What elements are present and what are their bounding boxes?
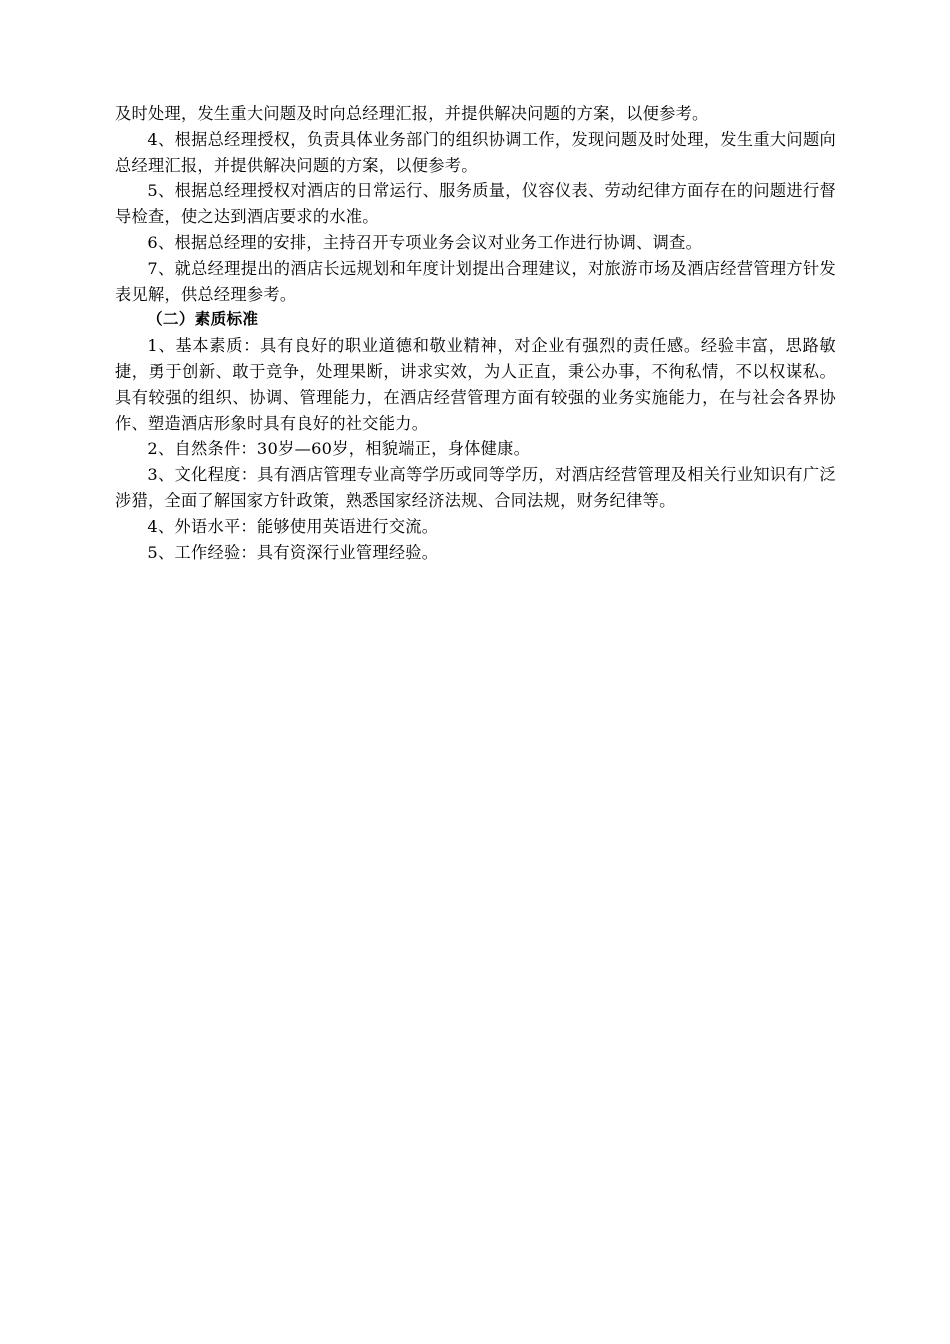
- quality-item-3: 3、文化程度：具有酒店管理专业高等学历或同等学历，对酒店经营管理及相关行业知识有广泛涉猎，全面了解国家方针政策，熟悉国家经济法规、合同法规，财务纪律等。: [115, 465, 836, 510]
- quality-item-2: 2、自然条件：30岁—60岁，相貌端正，身体健康。: [147, 439, 531, 459]
- paragraph-item-7: 7、就总经理提出的酒店长远规划和年度计划提出合理建议，对旅游市场及酒店经营管理方针发表见解，供总经理参考。: [115, 258, 836, 304]
- section-heading: （二）素质标准: [147, 310, 259, 329]
- paragraph-continuation: 及时处理，发生重大问题及时向总经理汇报，并提供解决问题的方案，以便参考。: [115, 104, 709, 123]
- document-body: [115, 101, 836, 565]
- quality-item-4: 4、外语水平：能够使用英语进行交流。: [147, 516, 439, 536]
- quality-item-1: 1、基本素质：具有良好的职业道德和敬业精神，对企业有强烈的责任感。经验丰富，思路敏捷，勇于创新、敢于竞争，处理果断，讲求实效，为人正直，秉公办事，不徇私情，不以权谋私。具有较强的组织、协调、管理能力，在酒店经营管理方面有较强的业务实施能力，在与社会各界协作、塑造酒店形象时具有良好的社交能力。: [115, 336, 836, 433]
- paragraph-item-5: 5、根据总经理授权对酒店的日常运行、服务质量，仪容仪表、劳动纪律方面存在的问题进行督导检查，使之达到酒店要求的水准。: [115, 181, 836, 227]
- paragraph-item-4: 4、根据总经理授权，负责具体业务部门的组织协调工作，发现问题及时处理，发生重大问题向总经理汇报，并提供解决问题的方案，以便参考。: [115, 129, 836, 175]
- paragraph-item-6: 6、根据总经理的安排，主持召开专项业务会议对业务工作进行协调、调查。: [147, 232, 703, 252]
- quality-item-5: 5、工作经验：具有资深行业管理经验。: [147, 542, 439, 562]
